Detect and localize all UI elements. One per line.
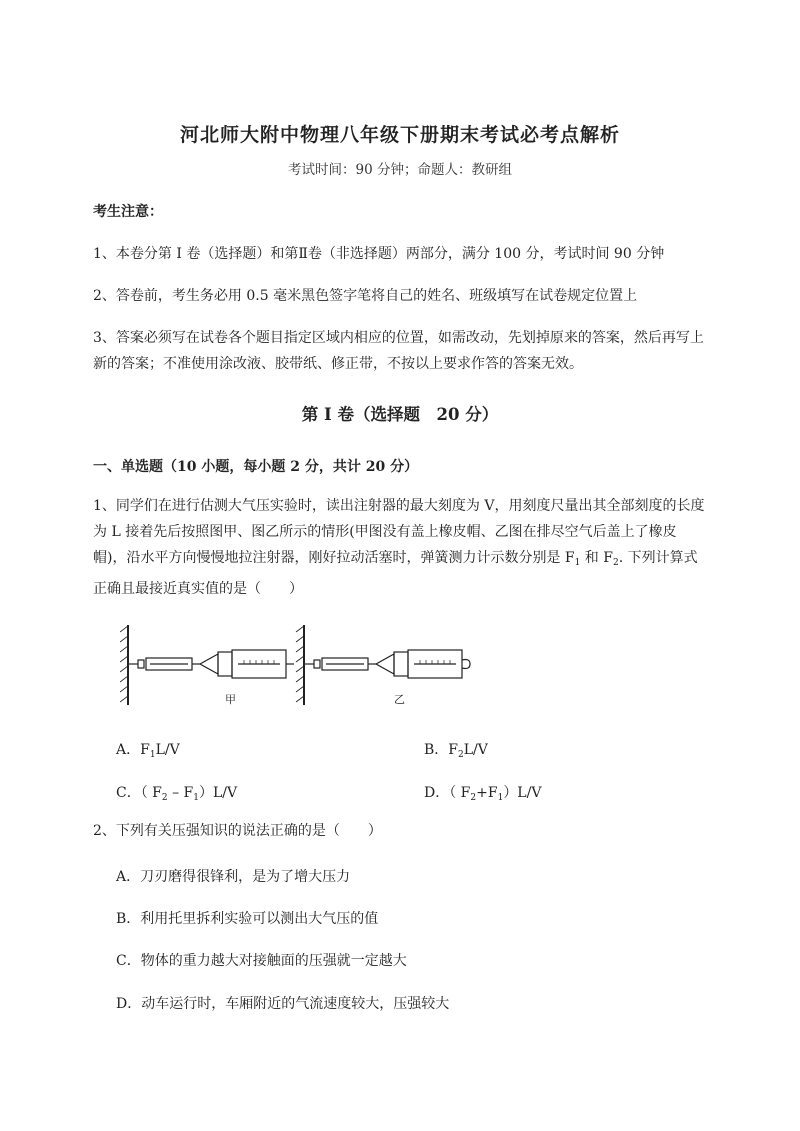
- q1-option-c[interactable]: C．（ $F_2 - F_1)L/V$: [116, 785, 238, 803]
- section-title: 第 I 卷（选择题 20 分）: [301, 405, 499, 424]
- q2-option-c[interactable]: C．物体的重力越大对接触面的压强就一定越大: [116, 953, 407, 969]
- q2-option-a[interactable]: A．刀刃磨得很锋利，是为了增大压力: [116, 869, 351, 885]
- syringe-figure: [120, 620, 474, 712]
- note-item: 1、本卷分第 I 卷（选择题）和第Ⅱ卷（非选择题）两部分，满分 100 分，考试时间 90 分钟: [93, 246, 665, 262]
- figure-label-jia: 甲: [225, 693, 236, 706]
- q1-option-d[interactable]: D．（ $F_2+F_1)L/V$: [424, 785, 542, 803]
- q2-option-d[interactable]: D．动车运行时，车厢附近的气流速度较大，压强较大: [116, 996, 450, 1012]
- syringe-diagram: [120, 620, 474, 712]
- figure-label-yi: 乙: [394, 693, 405, 706]
- question-2-text: 2、下列有关压强知识的说法正确的是（ ）: [93, 823, 382, 839]
- note-item: 3、答案必须写在试卷各个题目指定区域内相应的位置，如需改动，先划掉原来的答案，然后再写上新的答案；不准使用涂改液、胶带纸、修正带，不按以上要求作答的答案无效。: [93, 330, 704, 372]
- page-title: 河北师大附中物理八年级下册期末考试必考点解析: [179, 124, 620, 146]
- exam-info: 考试时间：90 分钟；命题人：教研组: [288, 162, 512, 178]
- q2-option-b[interactable]: B．利用托里拆利实验可以测出大气压的值: [116, 911, 379, 927]
- note-item: 2、答卷前，考生务必用 0.5 毫米黑色签字笔将自己的姓名、班级填写在试卷规定位置上: [93, 288, 638, 304]
- q1-option-a[interactable]: A．$F_1L/V$: [116, 742, 180, 760]
- question-1-text: 1、同学们在进行估测大气压实验时，读出注射器的最大刻度为 V，用刻度尺量出其全部刻度的长度为 L 接着先后按照图甲、图乙所示的情形(甲图没有盖上橡皮帽、乙图在排尽空气后盖上了橡皮帽)，沿水平方向慢慢地拉注射器，刚好拉动活塞时，弹簧测力计示数分别是 $F_1$ 和 $F_2$. 下列计算式正确且最接近真实值的是（ ）: [93, 498, 705, 597]
- q1-option-b[interactable]: B．$F_2L/V$: [424, 742, 488, 760]
- notes-heading: 考生注意：: [93, 204, 163, 220]
- part-heading: 一、单选题（10 小题，每小题 2 分，共计 20 分）: [93, 459, 419, 475]
